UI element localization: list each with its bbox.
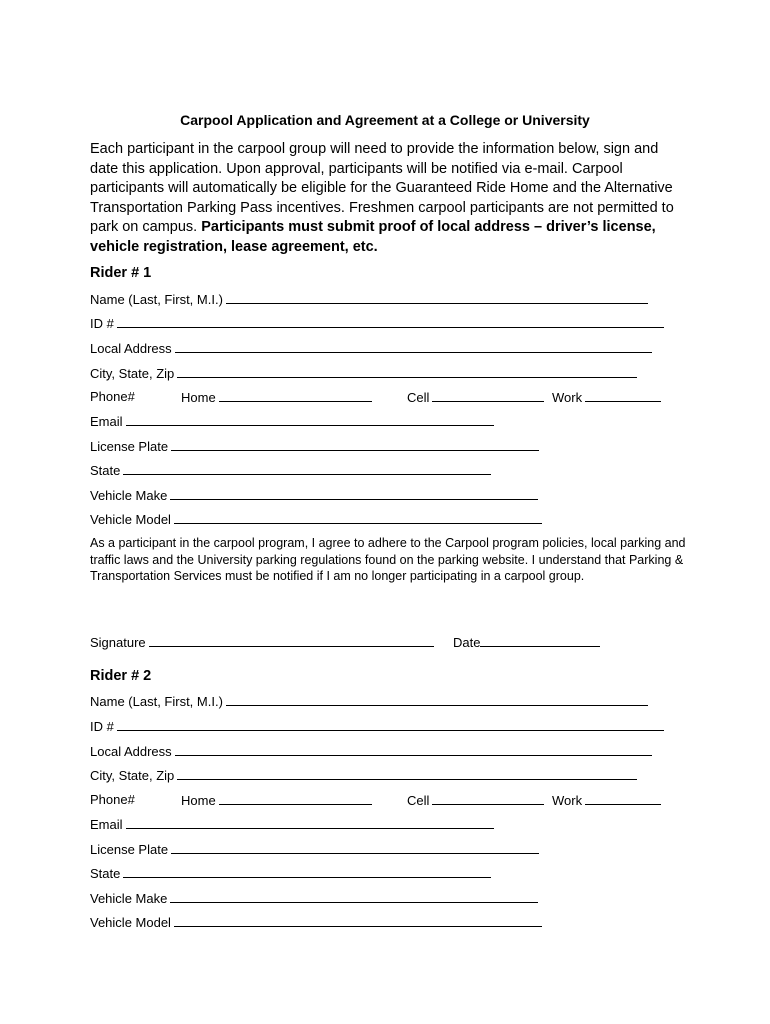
rider-1-vehicle-model-input[interactable] (174, 510, 542, 524)
rider-2-vehicle-make-input[interactable] (170, 889, 538, 903)
rider-1-license-plate-field (90, 437, 539, 456)
home-phone-field (181, 388, 372, 407)
rider-1-home-phone-input[interactable] (219, 388, 372, 402)
rider-1-name-field (90, 290, 648, 309)
work-phone-field (552, 388, 661, 407)
rider-1-city-state-zip-input[interactable] (177, 364, 637, 378)
cell-label: Cell (407, 390, 430, 405)
name-label: Name (Last, First, M.I.) (90, 292, 223, 307)
work-phone-field (552, 791, 661, 810)
rider-2-license-plate-field (90, 840, 539, 859)
rider-1-phone-row (90, 388, 690, 406)
rider-2-state-input[interactable] (123, 864, 491, 878)
phone-label: Phone# (90, 792, 135, 807)
rider-1-state-field (90, 461, 491, 480)
signature-input[interactable] (149, 633, 434, 647)
vehicle-make-label: Vehicle Make (90, 891, 168, 906)
rider-2-home-phone-input[interactable] (219, 791, 372, 805)
intro-bold-text: Participants must submit proof of local address – driver’s license, vehicle registration, lease agreement, etc. (90, 219, 656, 255)
id-label: ID # (90, 719, 114, 734)
rider-2-vehicle-make-field (90, 889, 538, 908)
rider-2-city-state-zip-input[interactable] (177, 766, 637, 780)
license-plate-label: License Plate (90, 842, 169, 857)
signature-row (90, 633, 690, 651)
signature-field (90, 633, 434, 652)
rider-1-license-plate-input[interactable] (171, 437, 539, 451)
email-label: Email (90, 414, 123, 429)
rider-2-local-address-field (90, 742, 652, 761)
rider-2-vehicle-model-input[interactable] (174, 913, 542, 927)
city-state-zip-label: City, State, Zip (90, 768, 175, 783)
rider-2-id-input[interactable] (117, 717, 664, 731)
license-plate-label: License Plate (90, 439, 169, 454)
rider-2-work-phone-input[interactable] (585, 791, 661, 805)
rider-1-id-field (90, 314, 664, 333)
page-title: Carpool Application and Agreement at a College or University (180, 112, 590, 128)
rider-1-city-state-zip-field (90, 364, 637, 383)
cell-phone-field (407, 791, 544, 810)
rider-2-cell-phone-input[interactable] (432, 791, 544, 805)
agreement-text: As a participant in the carpool program, I agree to adhere to the Carpool program policies, local parking and traffic laws and the University parking regulations found on the parking website. I understand that Parking & Transportation Services must be notified if I am no longer participating in a carpool group. (90, 536, 686, 583)
rider-2-email-input[interactable] (126, 815, 494, 829)
vehicle-model-label: Vehicle Model (90, 915, 171, 930)
cell-label: Cell (407, 793, 430, 808)
rider-2-vehicle-model-field (90, 913, 542, 932)
home-label: Home (181, 793, 216, 808)
city-state-zip-label: City, State, Zip (90, 366, 175, 381)
rider-2-state-field (90, 864, 491, 883)
rider-1-local-address-field (90, 339, 652, 358)
rider-1-email-input[interactable] (126, 412, 494, 426)
rider-2-license-plate-input[interactable] (171, 840, 539, 854)
rider-1-vehicle-make-field (90, 486, 538, 505)
date-field (453, 633, 600, 652)
rider-2-phone-row (90, 791, 690, 809)
name-label: Name (Last, First, M.I.) (90, 694, 223, 709)
rider-2-heading: Rider # 2 (90, 668, 152, 684)
rider-1-heading: Rider # 1 (90, 265, 152, 281)
intro-paragraph (90, 140, 690, 257)
rider-1-state-input[interactable] (123, 461, 491, 475)
rider-1-id-input[interactable] (117, 314, 664, 328)
phone-label: Phone# (90, 389, 135, 404)
rider-2-email-field (90, 815, 494, 834)
vehicle-model-label: Vehicle Model (90, 512, 171, 527)
state-label: State (90, 866, 121, 881)
rider-1-work-phone-input[interactable] (585, 388, 661, 402)
rider-2-local-address-input[interactable] (175, 742, 652, 756)
local-address-label: Local Address (90, 341, 172, 356)
intro-text: Each participant in the carpool group will need to provide the information below, sign and date this application. Upon approval, participants will be notified via e-mail. Carpool participants will automatically be eligible for the Guaranteed Ride Home and the Alternative Transportation Parking Pass incentives. Freshmen carpool participants are not permitted to park on campus. (90, 141, 674, 235)
signature-label: Signature (90, 635, 146, 650)
rider-1-cell-phone-input[interactable] (432, 388, 544, 402)
date-input[interactable] (480, 633, 600, 647)
work-label: Work (552, 390, 583, 405)
rider-2-id-field (90, 717, 664, 736)
rider-1-name-input[interactable] (226, 290, 648, 304)
state-label: State (90, 463, 121, 478)
cell-phone-field (407, 388, 544, 407)
rider-1-vehicle-make-input[interactable] (170, 486, 538, 500)
id-label: ID # (90, 316, 114, 331)
rider-2-name-input[interactable] (226, 692, 648, 706)
rider-1-email-field (90, 412, 494, 431)
local-address-label: Local Address (90, 744, 172, 759)
date-label: Date (453, 635, 481, 650)
rider-2-name-field (90, 692, 648, 711)
work-label: Work (552, 793, 583, 808)
home-label: Home (181, 390, 216, 405)
email-label: Email (90, 817, 123, 832)
rider-1-local-address-input[interactable] (175, 339, 652, 353)
rider-1-vehicle-model-field (90, 510, 542, 529)
rider-2-city-state-zip-field (90, 766, 637, 785)
vehicle-make-label: Vehicle Make (90, 488, 168, 503)
home-phone-field (181, 791, 372, 810)
